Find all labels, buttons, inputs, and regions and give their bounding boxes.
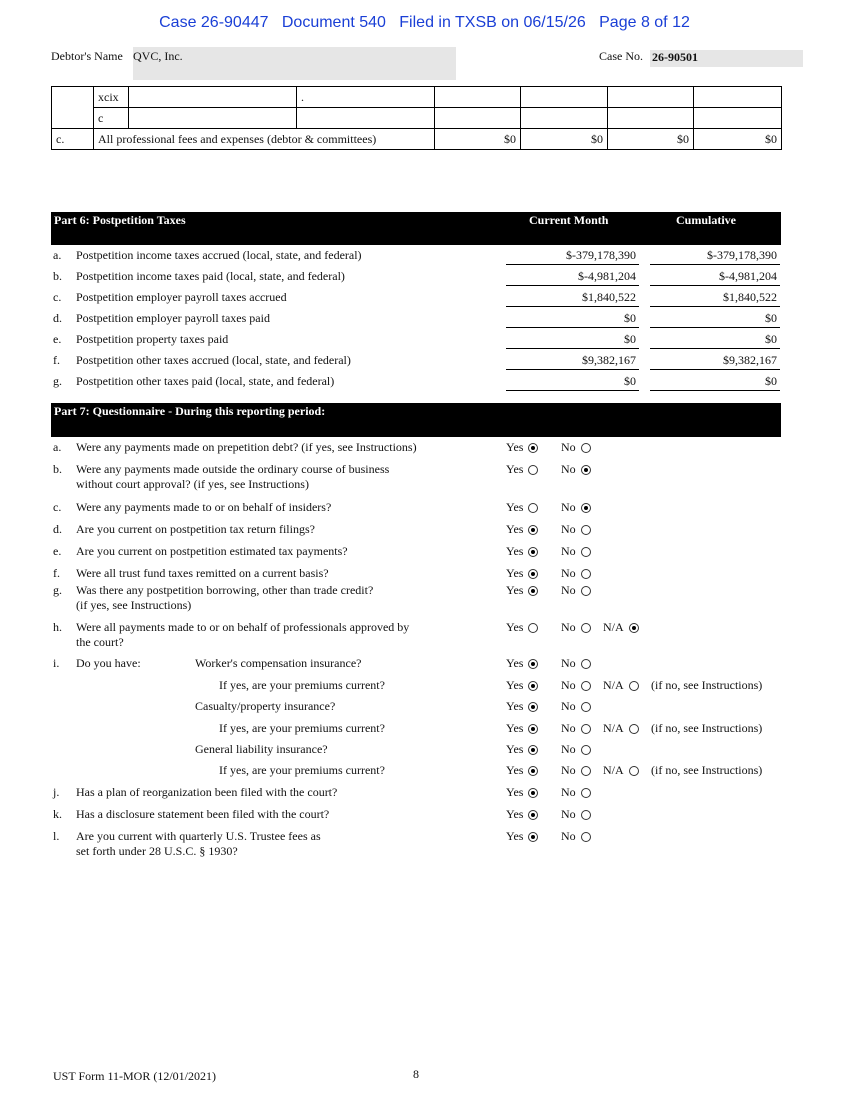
radio-unselected-icon[interactable] (581, 702, 591, 712)
question-b-line1: Were any payments made outside the ordinary course of business (76, 462, 390, 476)
radio-unselected-icon[interactable] (528, 503, 538, 513)
part7-header (51, 403, 781, 437)
question-letter: j. (53, 785, 60, 799)
radio-unselected-icon[interactable] (629, 766, 639, 776)
radio-unselected-icon[interactable] (629, 724, 639, 734)
yes-radio-e[interactable] (506, 544, 538, 559)
option-label: Yes (506, 656, 524, 670)
yes-radio-j[interactable] (506, 785, 538, 800)
page-number: 8 (413, 1067, 419, 1081)
liability-premiums-label: If yes, are your premiums current? (219, 763, 385, 777)
radio-unselected-icon[interactable] (581, 525, 591, 535)
no-radio-l[interactable] (561, 829, 591, 844)
option-label: No (561, 462, 576, 476)
tax-row-letter: b. (53, 269, 62, 283)
yes-radio-g[interactable] (506, 583, 538, 598)
question-k: Has a disclosure statement been filed with the court? (76, 807, 330, 821)
tax-current-month: $0 (624, 311, 636, 325)
table-row-total (52, 129, 782, 150)
na-radio-i-workers-premiums[interactable] (603, 678, 639, 693)
radio-unselected-icon[interactable] (581, 745, 591, 755)
radio-selected-icon[interactable] (528, 832, 538, 842)
radio-selected-icon[interactable] (528, 569, 538, 579)
yes-radio-i-casualty[interactable] (506, 699, 538, 714)
no-radio-i-liability-premiums[interactable] (561, 763, 591, 778)
option-label: No (561, 763, 576, 777)
no-radio-d[interactable] (561, 522, 591, 537)
radio-selected-icon[interactable] (528, 702, 538, 712)
yes-radio-c[interactable] (506, 500, 538, 515)
total-value: $0 (694, 129, 782, 150)
tax-cumulative: $0 (765, 332, 777, 346)
question-letter: b. (53, 462, 62, 476)
radio-unselected-icon[interactable] (581, 810, 591, 820)
yes-radio-d[interactable] (506, 522, 538, 537)
total-value: $0 (435, 129, 521, 150)
option-label: Yes (506, 699, 524, 713)
option-label: No (561, 522, 576, 536)
underline (506, 369, 639, 370)
underline (506, 306, 639, 307)
if-no-note: (if no, see Instructions) (651, 721, 763, 735)
document-number: Document 540 (281, 14, 386, 31)
question-letter: h. (53, 620, 62, 634)
case-no-field[interactable]: 26-90501 (650, 50, 803, 67)
yes-radio-i-casualty-premiums[interactable] (506, 721, 538, 736)
radio-selected-icon[interactable] (528, 745, 538, 755)
option-label: No (561, 807, 576, 821)
court-header (0, 14, 849, 32)
radio-unselected-icon[interactable] (581, 547, 591, 557)
radio-unselected-icon[interactable] (581, 724, 591, 734)
no-radio-c[interactable] (561, 500, 591, 515)
case-number-header: Case 26-90447 (159, 14, 269, 31)
page-info: Page 8 of 12 (599, 14, 690, 31)
tax-current-month: $0 (624, 374, 636, 388)
no-radio-g[interactable] (561, 583, 591, 598)
question-c: Were any payments made to or on behalf of insiders? (76, 500, 332, 514)
tax-row-letter: g. (53, 374, 62, 388)
workers-comp-label: Worker's compensation insurance? (195, 656, 362, 670)
radio-selected-icon[interactable] (581, 503, 591, 513)
radio-unselected-icon[interactable] (581, 569, 591, 579)
tax-row-label: Postpetition employer payroll taxes accrued (76, 290, 287, 304)
question-letter: f. (53, 566, 60, 580)
no-radio-a[interactable] (561, 440, 591, 455)
yes-radio-a[interactable] (506, 440, 538, 455)
option-label: Yes (506, 462, 524, 476)
case-no-label: Case No. (599, 49, 643, 63)
tax-cumulative: $0 (765, 311, 777, 325)
no-radio-i-casualty-premiums[interactable] (561, 721, 591, 736)
tax-cumulative: $-379,178,390 (707, 248, 777, 262)
no-radio-i-liability[interactable] (561, 742, 591, 757)
radio-unselected-icon[interactable] (581, 788, 591, 798)
na-radio-i-liability-premiums[interactable] (603, 763, 639, 778)
option-label: No (561, 583, 576, 597)
option-label: N/A (603, 721, 624, 735)
yes-radio-l[interactable] (506, 829, 538, 844)
option-label: Yes (506, 829, 524, 843)
question-letter: l. (53, 829, 60, 843)
col-current-month: Current Month (529, 213, 609, 227)
no-radio-e[interactable] (561, 544, 591, 559)
row-number: c (94, 108, 129, 129)
underline (506, 327, 639, 328)
no-radio-b[interactable] (561, 462, 591, 477)
part7-title: Part 7: Questionnaire - During this reporting period: (54, 404, 326, 418)
underline (506, 390, 639, 391)
question-h-line2: the court? (76, 635, 124, 649)
question-a: Were any payments made on prepetition debt? (if yes, see Instructions) (76, 440, 417, 454)
tax-cumulative: $1,840,522 (723, 290, 777, 304)
na-radio-i-casualty-premiums[interactable] (603, 721, 639, 736)
yes-radio-k[interactable] (506, 807, 538, 822)
workers-premiums-label: If yes, are your premiums current? (219, 678, 385, 692)
radio-selected-icon[interactable] (528, 659, 538, 669)
radio-unselected-icon[interactable] (581, 659, 591, 669)
underline (506, 348, 639, 349)
question-i: Do you have: (76, 656, 141, 670)
radio-unselected-icon[interactable] (581, 586, 591, 596)
radio-selected-icon[interactable] (528, 766, 538, 776)
question-g-line1: Was there any postpetition borrowing, other than trade credit? (76, 583, 374, 597)
tax-current-month: $-379,178,390 (566, 248, 636, 262)
option-label: No (561, 620, 576, 634)
tax-row-label: Postpetition employer payroll taxes paid (76, 311, 270, 325)
tax-current-month: $-4,981,204 (578, 269, 636, 283)
no-radio-i-workers-premiums[interactable] (561, 678, 591, 693)
row-number: xcix (94, 87, 129, 108)
question-f: Were all trust fund taxes remitted on a current basis? (76, 566, 329, 580)
table-row (52, 108, 782, 129)
if-no-note: (if no, see Instructions) (651, 678, 763, 692)
option-label: Yes (506, 763, 524, 777)
yes-radio-h[interactable] (506, 620, 538, 635)
no-radio-i-workers[interactable] (561, 656, 591, 671)
underline (650, 348, 780, 349)
option-label: No (561, 566, 576, 580)
radio-selected-icon[interactable] (528, 586, 538, 596)
radio-unselected-icon[interactable] (629, 681, 639, 691)
cell-dot: . (301, 89, 304, 104)
option-label: Yes (506, 500, 524, 514)
option-label: Yes (506, 522, 524, 536)
tax-row-letter: f. (53, 353, 60, 367)
question-letter: i. (53, 656, 60, 670)
option-label: Yes (506, 583, 524, 597)
part6-title: Part 6: Postpetition Taxes (54, 213, 186, 227)
option-label: Yes (506, 678, 524, 692)
yes-radio-b[interactable] (506, 462, 538, 477)
option-label: Yes (506, 807, 524, 821)
col-cumulative: Cumulative (676, 213, 736, 227)
part6-header (51, 212, 781, 245)
option-label: No (561, 440, 576, 454)
option-label: N/A (603, 678, 624, 692)
total-value: $0 (521, 129, 608, 150)
question-l-line2: set forth under 28 U.S.C. § 1930? (76, 844, 238, 858)
radio-unselected-icon[interactable] (528, 623, 538, 633)
filed-info: Filed in TXSB on 06/15/26 (399, 14, 586, 31)
underline (650, 369, 780, 370)
tax-current-month: $1,840,522 (582, 290, 636, 304)
if-no-note: (if no, see Instructions) (651, 763, 763, 777)
radio-selected-icon[interactable] (528, 724, 538, 734)
question-letter: c. (53, 500, 62, 514)
tax-cumulative: $0 (765, 374, 777, 388)
casualty-premiums-label: If yes, are your premiums current? (219, 721, 385, 735)
debtor-name-field[interactable]: QVC, Inc. (133, 47, 456, 80)
option-label: No (561, 785, 576, 799)
radio-unselected-icon[interactable] (581, 623, 591, 633)
option-label: No (561, 678, 576, 692)
underline (506, 285, 639, 286)
tax-cumulative: $-4,981,204 (719, 269, 777, 283)
option-label: No (561, 500, 576, 514)
tax-current-month: $9,382,167 (582, 353, 636, 367)
tax-cumulative: $9,382,167 (723, 353, 777, 367)
no-radio-k[interactable] (561, 807, 591, 822)
row-letter: c. (52, 129, 94, 150)
option-label: N/A (603, 763, 624, 777)
no-radio-h[interactable] (561, 620, 591, 635)
question-d: Are you current on postpetition tax return filings? (76, 522, 315, 536)
form-id: UST Form 11-MOR (12/01/2021) (53, 1069, 217, 1083)
option-label: Yes (506, 742, 524, 756)
underline (650, 285, 780, 286)
underline (650, 306, 780, 307)
yes-radio-i-workers-premiums[interactable] (506, 678, 538, 693)
tax-row-label: Postpetition income taxes paid (local, state, and federal) (76, 269, 345, 283)
underline (650, 264, 780, 265)
question-b-line2: without court approval? (if yes, see Instructions) (76, 477, 309, 491)
total-value: $0 (608, 129, 694, 150)
question-g-line2: (if yes, see Instructions) (76, 598, 192, 612)
option-label: Yes (506, 440, 524, 454)
total-label: All professional fees and expenses (debtor & committees) (94, 129, 435, 150)
option-label: Yes (506, 721, 524, 735)
no-radio-f[interactable] (561, 566, 591, 581)
professional-fees-table (51, 86, 782, 150)
tax-row-label: Postpetition other taxes accrued (local, state, and federal) (76, 353, 351, 367)
option-label: N/A (603, 620, 624, 634)
radio-selected-icon[interactable] (528, 547, 538, 557)
option-label: Yes (506, 544, 524, 558)
table-row (52, 87, 782, 108)
radio-unselected-icon[interactable] (581, 766, 591, 776)
option-label: No (561, 829, 576, 843)
tax-row-label: Postpetition income taxes accrued (local, state, and federal) (76, 248, 362, 262)
yes-radio-i-liability[interactable] (506, 742, 538, 757)
radio-unselected-icon[interactable] (581, 832, 591, 842)
option-label: Yes (506, 785, 524, 799)
radio-unselected-icon[interactable] (581, 681, 591, 691)
underline (506, 264, 639, 265)
radio-unselected-icon[interactable] (528, 465, 538, 475)
option-label: No (561, 742, 576, 756)
question-letter: k. (53, 807, 62, 821)
casualty-label: Casualty/property insurance? (195, 699, 336, 713)
no-radio-i-casualty[interactable] (561, 699, 591, 714)
radio-selected-icon[interactable] (528, 788, 538, 798)
debtor-name-label: Debtor's Name (51, 49, 123, 63)
radio-selected-icon[interactable] (581, 465, 591, 475)
no-radio-j[interactable] (561, 785, 591, 800)
tax-row-label: Postpetition other taxes paid (local, state, and federal) (76, 374, 335, 388)
yes-radio-f[interactable] (506, 566, 538, 581)
yes-radio-i-workers[interactable] (506, 656, 538, 671)
yes-radio-i-liability-premiums[interactable] (506, 763, 538, 778)
tax-row-letter: a. (53, 248, 62, 262)
question-e: Are you current on postpetition estimated tax payments? (76, 544, 348, 558)
question-letter: a. (53, 440, 62, 454)
tax-row-letter: d. (53, 311, 62, 325)
tax-row-letter: c. (53, 290, 62, 304)
tax-current-month: $0 (624, 332, 636, 346)
radio-unselected-icon[interactable] (581, 443, 591, 453)
question-letter: d. (53, 522, 62, 536)
na-radio-h[interactable] (603, 620, 639, 635)
radio-selected-icon[interactable] (629, 623, 639, 633)
liability-label: General liability insurance? (195, 742, 328, 756)
question-j: Has a plan of reorganization been filed with the court? (76, 785, 338, 799)
underline (650, 390, 780, 391)
option-label: Yes (506, 566, 524, 580)
radio-selected-icon[interactable] (528, 443, 538, 453)
question-l-line1: Are you current with quarterly U.S. Trustee fees as (76, 829, 321, 843)
question-letter: g. (53, 583, 62, 597)
underline (650, 327, 780, 328)
option-label: No (561, 656, 576, 670)
radio-selected-icon[interactable] (528, 810, 538, 820)
question-letter: e. (53, 544, 62, 558)
question-h-line1: Were all payments made to or on behalf of professionals approved by (76, 620, 410, 634)
option-label: Yes (506, 620, 524, 634)
tax-row-label: Postpetition property taxes paid (76, 332, 229, 346)
option-label: No (561, 721, 576, 735)
option-label: No (561, 699, 576, 713)
tax-row-letter: e. (53, 332, 62, 346)
radio-selected-icon[interactable] (528, 525, 538, 535)
radio-selected-icon[interactable] (528, 681, 538, 691)
option-label: No (561, 544, 576, 558)
